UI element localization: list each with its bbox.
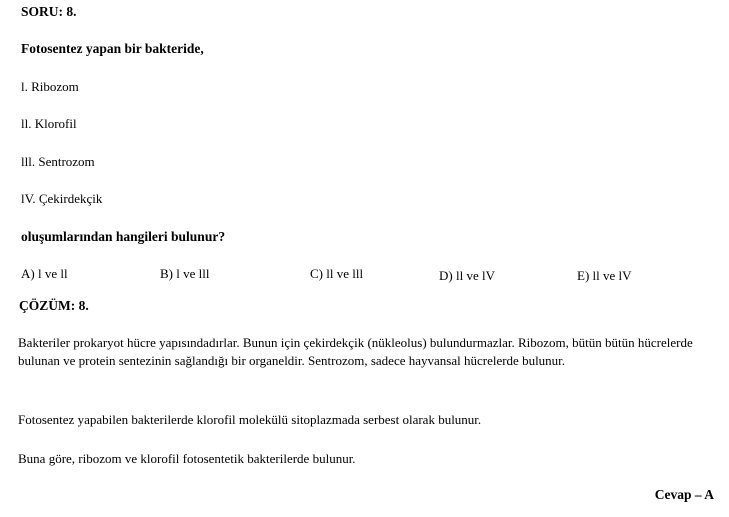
item-3: lll. Sentrozom [21, 154, 95, 169]
item-2: ll. Klorofil [21, 116, 77, 131]
option-a: A) l ve ll [21, 266, 68, 281]
solution-paragraph-2: Fotosentez yapabilen bakterilerde klorofil molekülü sitoplazmada serbest olarak bulunur. [18, 412, 482, 427]
item-1: l. Ribozom [21, 79, 79, 94]
answer-label: Cevap – A [654, 487, 714, 502]
option-e: E) ll ve lV [577, 268, 632, 283]
option-d: D) ll ve lV [439, 268, 495, 283]
question-title: SORU: 8. [21, 4, 77, 19]
option-c: C) ll ve lll [310, 266, 364, 281]
question-stem: Fotosentez yapan bir bakteride, [21, 41, 204, 56]
question-ask: oluşumlarından hangileri bulunur? [21, 229, 226, 244]
solution-paragraph-3: Buna göre, ribozom ve klorofil fotosentetik bakterilerde bulunur. [18, 451, 356, 466]
option-b: B) l ve lll [160, 266, 210, 281]
solution-paragraph-1: Bakteriler prokaryot hücre yapısındadırlar. Bunun için çekirdekçik (nükleolus) bulundurmazlar. Ribozom, bütün bütün hücrelerde bulunan ve protein sentezinin sağlandığı bir organeldir. Sentrozom, sadece hayvansal hücrelerde bulunur. [18, 335, 693, 368]
solution-title: ÇÖZÜM: 8. [19, 298, 89, 313]
item-4: lV. Çekirdekçik [21, 191, 103, 206]
